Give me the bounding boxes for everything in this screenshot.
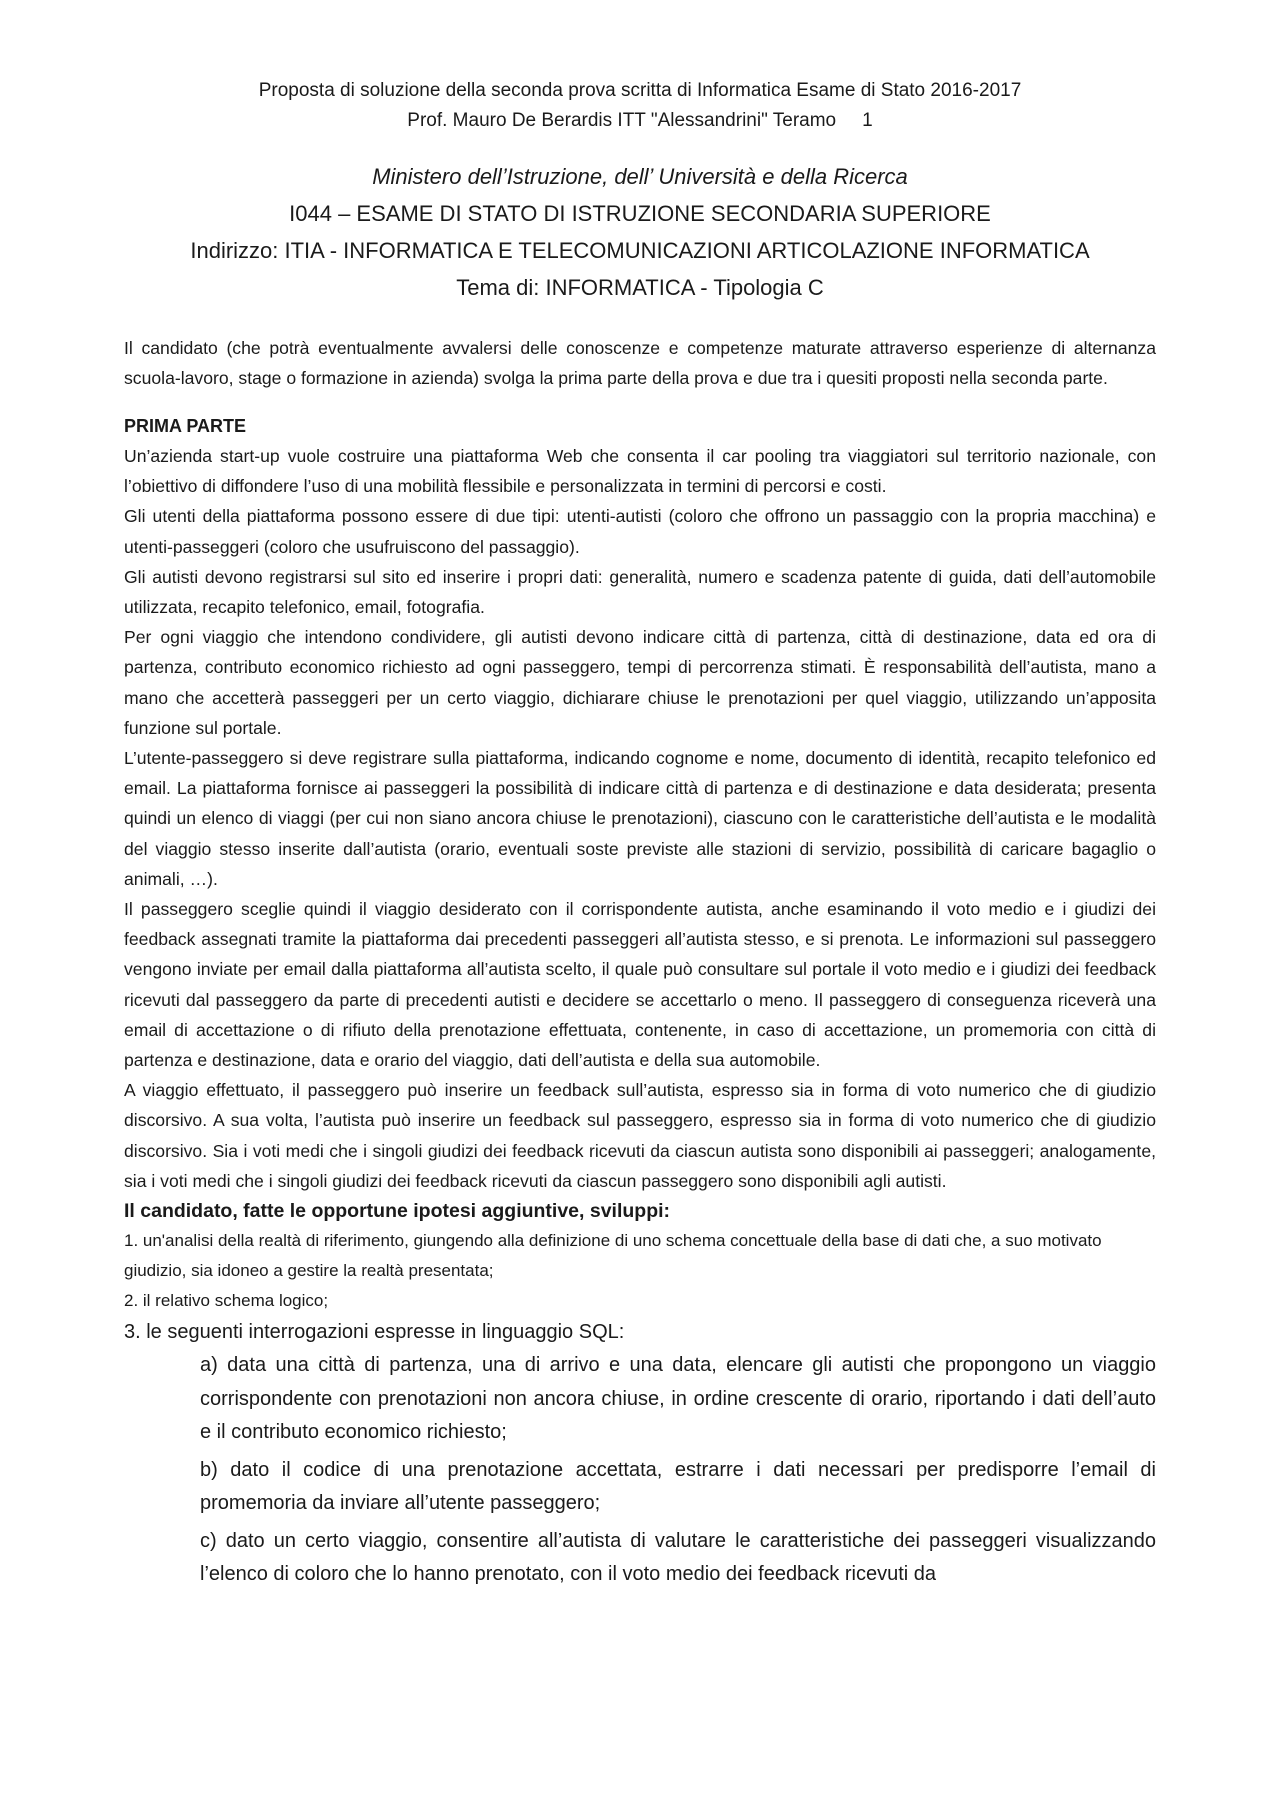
section-title-prima-parte: PRIMA PARTE (124, 416, 247, 436)
task-item: 1. un'analisi della realtà di riferimento, giungendo alla definizione di uno schema concettuale della base di dati che, a suo motivato giudizio, sia idoneo a gestire la realtà presentata; (124, 1231, 1102, 1281)
paragraph: Per ogni viaggio che intendono condividere, gli autisti devono indicare città di partenza, città di destinazione, data ed ora di partenza, contributo economico richiesto ad ogni passeggero, tempi di percorrenza stimati. È responsabilità dell’autista, mano a mano che accetterà passeggeri per un certo viaggio, dichiarare chiuse le prenotazioni per quel viaggio, utilizzando un’apposita funzione sul portale. (124, 627, 1156, 738)
exam-titles (124, 158, 1156, 306)
sql-query-item: c) dato un certo viaggio, consentire all’autista di valutare le caratteristiche dei passeggeri visualizzando l’elenco di coloro che lo hanno prenotato, con il voto medio dei feedback ricevuti da (200, 1529, 1156, 1586)
sql-query-item: b) dato il codice di una prenotazione accettata, estrarre i dati necessari per predisporre l’email di promemoria da inviare all’utente passeggero; (200, 1458, 1156, 1515)
paragraph: L’utente-passeggero si deve registrare sulla piattaforma, indicando cognome e nome, documento di identità, recapito telefonico ed email. La piattaforma fornisce ai passeggeri la possibilità di indicare città di partenza e di destinazione e data desiderata; presenta quindi un elenco di viaggi (per cui non siano ancora chiuse le prenotazioni), ciascuno con le caratteristiche dell’autista e le modalità del viaggio stesso inserite dall’autista (orario, eventuali soste previste alle stazioni di servizio, possibilità di caricare bagaglio o animali, …). (124, 748, 1156, 889)
paragraph: Un’azienda start-up vuole costruire una piattaforma Web che consenta il car pooling tra viaggiatori sul territorio nazionale, con l’obiettivo di diffondere l’uso di una mobilità flessibile e personalizzata in termini di percorsi e costi. (124, 446, 1156, 497)
header-line-1: Proposta di soluzione della seconda prova scritta di Informatica Esame di Stato 2016-2017 (258, 80, 1022, 101)
paragraph: Gli autisti devono registrarsi sul sito ed inserire i propri dati: generalità, numero e scadenza patente di guida, dati dell’automobile utilizzata, recapito telefonico, email, fotografia. (124, 566, 1156, 618)
prima-parte-body (124, 441, 1156, 1196)
exam-title: I044 – ESAME DI STATO DI ISTRUZIONE SECONDARIA SUPERIORE (289, 201, 991, 226)
ministry-title: Ministero dell’Istruzione, dell’ Università e della Ricerca (372, 164, 908, 189)
page-header (124, 0, 1156, 136)
tasks-title-colon: : (663, 1200, 671, 1223)
task-item: 3. le seguenti interrogazioni espresse in linguaggio SQL: (124, 1321, 625, 1344)
sql-query-item: a) data una città di partenza, una di arrivo e una data, elencare gli autisti che propongono un viaggio corrispondente con prenotazioni non ancora chiuse, in ordine crescente di orario, riportando i dati dell’auto e il contributo economico richiesto; (200, 1354, 1156, 1444)
header-author: Prof. Mauro De Berardis ITT "Alessandrini" Teramo (407, 110, 837, 131)
task-item: 2. il relativo schema logico; (124, 1291, 329, 1311)
paragraph: Il passeggero sceglie quindi il viaggio desiderato con il corrispondente autista, anche esaminando il voto medio e i giudizi dei feedback assegnati tramite la piattaforma dai precedenti passeggeri all’autista stesso, e si prenota. Le informazioni sul passeggero vengono inviate per email dalla piattaforma all’autista scelto, il quale può consultare sul portale il voto medio e i giudizi dei feedback ricevuti dal passeggero da parte di precedenti autisti e decidere se accettarlo o meno. Il passeggero di conseguenza riceverà una email di accettazione o di rifiuto della prenotazione effettuata, contenente, in caso di accettazione, un promemoria con città di partenza e destinazione, data e orario del viaggio, dati dell’autista e della sua automobile. (124, 899, 1156, 1071)
subject-title: Tema di: INFORMATICA - Tipologia C (456, 275, 824, 300)
address-title: Indirizzo: ITIA - INFORMATICA E TELECOMUNICAZIONI ARTICOLAZIONE INFORMATICA (190, 238, 1090, 263)
intro-paragraph: Il candidato (che potrà eventualmente avvalersi delle conoscenze e competenze maturate attraverso esperienze di alternanza scuola-lavoro, stage o formazione in azienda) svolga la prima parte della prova e due tra i quesiti proposti nella seconda parte. (124, 338, 1156, 389)
header-line-2 (124, 106, 1156, 136)
sql-queries-list (124, 1349, 1156, 1592)
tasks-title (124, 1196, 1156, 1226)
paragraph: Gli utenti della piattaforma possono essere di due tipi: utenti-autisti (coloro che offrono un passaggio con la propria macchina) e utenti-passeggeri (coloro che usufruiscono del passaggio). (124, 506, 1156, 557)
tasks-title-text: Il candidato, fatte le opportune ipotesi aggiuntive, sviluppi (124, 1200, 664, 1223)
page-number: 1 (862, 110, 873, 131)
paragraph: A viaggio effettuato, il passeggero può inserire un feedback sull’autista, espresso sia in forma di voto numerico che di giudizio discorsivo. A sua volta, l’autista può inserire un feedback sul passeggero, espresso sia in forma di voto numerico che di giudizio discorsivo. Sia i voti medi che i singoli giudizi dei feedback ricevuti da ciascun autista sono disponibili ai passeggeri; analogamente, sia i voti medi che i singoli giudizi dei feedback ricevuti da ciascun passeggero sono disponibili agli autisti. (124, 1080, 1156, 1191)
